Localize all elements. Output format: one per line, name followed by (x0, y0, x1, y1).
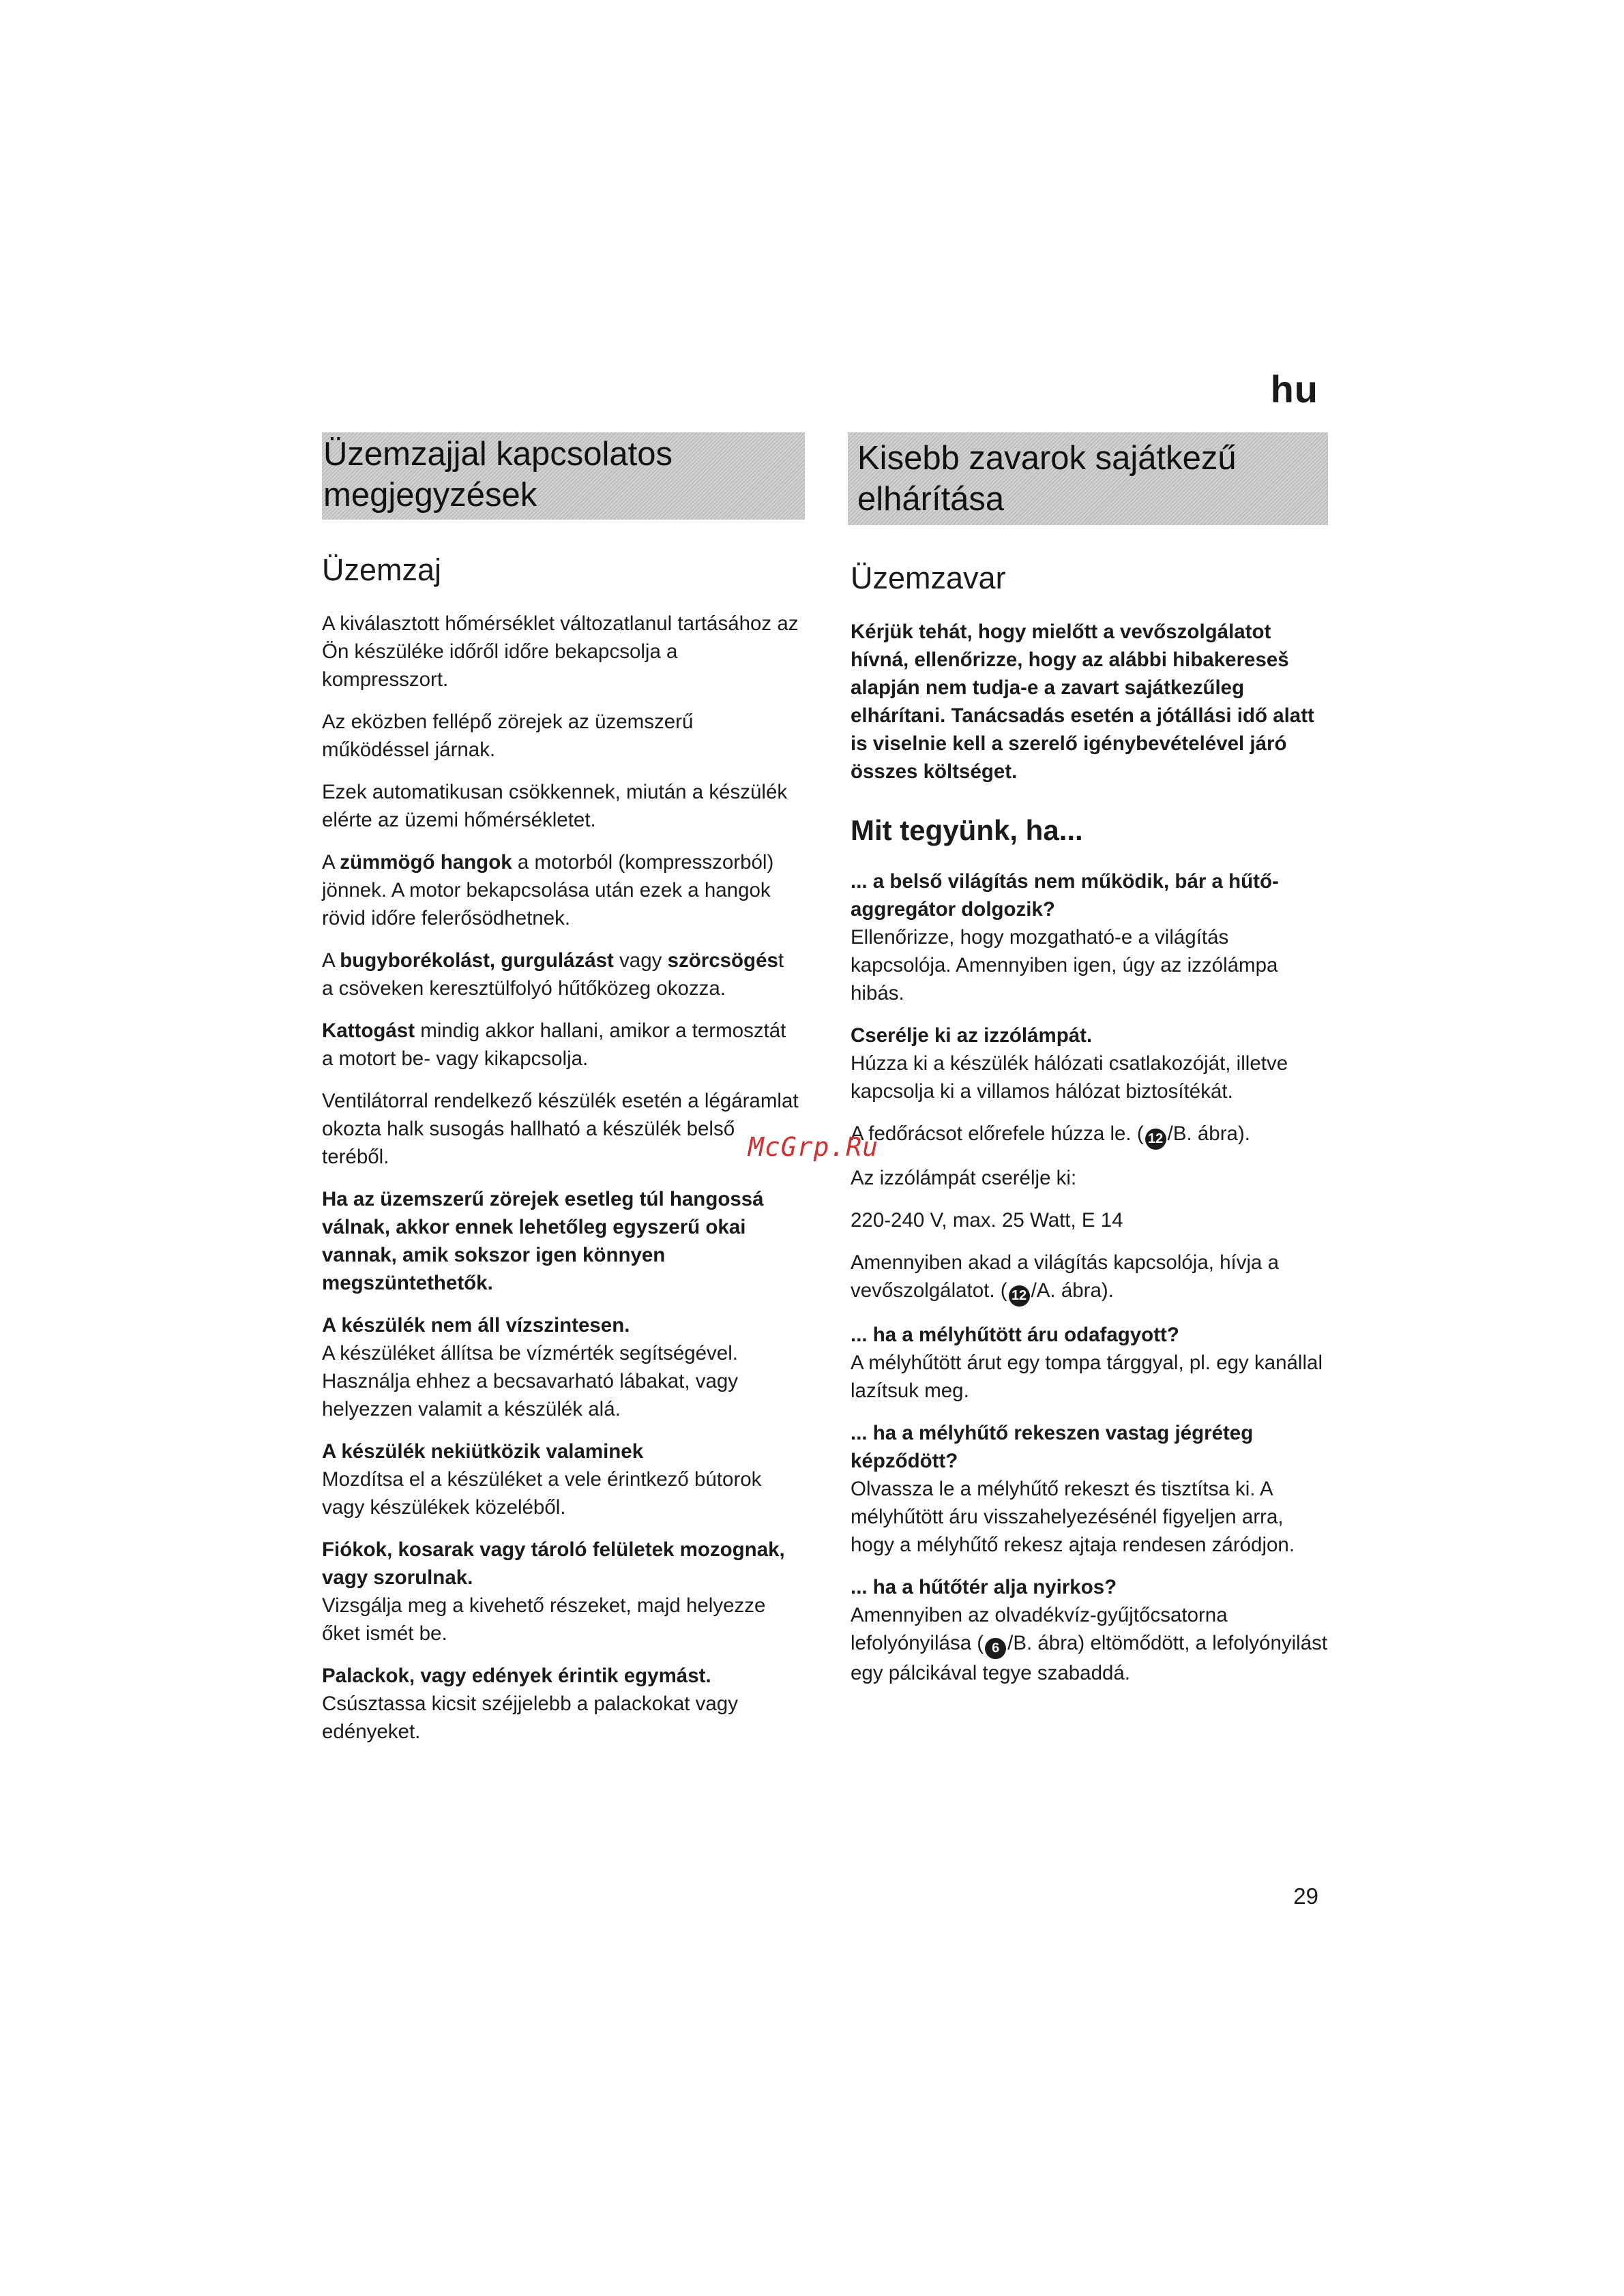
bulb-spec: 220-240 V, max. 25 Watt, E 14 (851, 1209, 1123, 1232)
bold-term: bugyborékolást, gurgulázást (340, 949, 614, 972)
right-banner-line1: Kisebb zavarok sajátkezű (857, 440, 1237, 477)
right-column (851, 432, 1328, 1687)
tip-heading: A készülék nekiütközik valaminek (322, 1440, 644, 1463)
tip-heading: Fiókok, kosarak vagy tároló felületek mozognak, vagy szorulnak. (322, 1538, 785, 1589)
paragraph-humming: A zümmögő hangok a motorból (kompresszorból) jönnek. A motor bekapcsolása után ezek a hangok rövid időre felerősödhetnek. (322, 851, 774, 929)
paragraph: Ventilátorral rendelkező készülék esetén a légáramlat okozta halk susogás hallható a készülék belső teréből. (322, 1090, 799, 1168)
watermark: McGrp.Ru (748, 1132, 879, 1162)
figure-reference: A fedőrácsot előrefele húzza le. ( 12 /B. ábra). (851, 1120, 1328, 1150)
tip-body: Mozdítsa el a készüléket a vele érintkező bútorok vagy készülékek közeléből. (322, 1468, 762, 1519)
right-banner-line2: elhárítása (857, 481, 1005, 518)
bold-term: zümmögő hangok (340, 851, 512, 874)
bold-term: Kattogást (322, 1019, 415, 1042)
tip-drawers (322, 1536, 799, 1648)
figure-reference: Amennyiben akad a világítás kapcsolója, hívja a vevőszolgálatot. ( 12 /A. ábra). (851, 1249, 1328, 1307)
tip-body: Csúsztassa kicsit széjjelebb a palackokat vagy edényeket. (322, 1693, 738, 1743)
paragraph: Az eközben fellépő zörejek az üzemszerű működéssel járnak. (322, 711, 694, 761)
tip-touching (322, 1437, 799, 1521)
paragraph-bubbling: A bugyborékolást, gurgulázást vagy szörcsögést a csöveken keresztülfolyó hűtőközeg okozza. (322, 949, 784, 1000)
faq-answer: Ellenőrizze, hogy mozgatható-e a világítás kapcsolója. Amennyiben igen, úgy az izzólámpa hibás. (851, 926, 1278, 1004)
figure-number-icon: 12 (1145, 1129, 1166, 1150)
left-banner-title (322, 432, 805, 520)
paragraph: Ezek automatikusan csökkennek, miután a készülék elérte az üzemi hőmérsékletet. (322, 781, 788, 831)
language-code: hu (1270, 368, 1318, 411)
faq-question: ... ha a hűtőtér alja nyirkos? (851, 1576, 1117, 1598)
faq-replace-bulb (851, 1022, 1328, 1105)
figure-number-icon: 6 (985, 1638, 1006, 1659)
left-column (322, 432, 799, 1746)
faq-question: ... ha a mélyhűtött áru odafagyott? (851, 1324, 1179, 1346)
faq-question: ... a belső világítás nem működik, bár a hűtő-aggregátor dolgozik? (851, 870, 1279, 921)
paragraph: A kiválasztott hőmérséklet változatlanul tartásához az Ön készüléke időről időre bekapcsolja a kompresszort. (322, 612, 799, 691)
figure-number-icon: 12 (1009, 1285, 1030, 1307)
tip-body: Vizsgálja meg a kivehető részeket, majd helyezze őket ismét be. (322, 1594, 766, 1645)
bold-term: szörcsögés (667, 949, 778, 972)
paragraph-bold-note: Ha az üzemszerű zörejek esetleg túl hangossá válnak, akkor ennek lehetőleg egyszerű okai vannak, amik sokszor igen könnyen megszüntethetők. (322, 1188, 764, 1294)
faq-frozen-goods (851, 1321, 1328, 1405)
section-title-uzemzavar: Üzemzavar (851, 561, 1006, 595)
faq-answer: Amennyiben az olvadékvíz-gyűjtőcsatorna lefolyónyilása ( 6 /B. ábra) eltömődött, a lefolyónyilást egy pálcikával tegye szabaddá. (851, 1604, 1328, 1684)
paragraph-clicking: Kattogást mindig akkor hallani, amikor a termosztát a motort be- vagy kikapcsolja. (322, 1019, 786, 1070)
faq-damp-bottom (851, 1573, 1328, 1687)
page-number: 29 (1293, 1883, 1318, 1909)
faq-question: ... ha a mélyhűtő rekeszen vastag jégréteg képződött? (851, 1422, 1254, 1472)
faq-light (851, 867, 1328, 1007)
section-title-uzemzaj: Üzemzaj (322, 552, 442, 587)
tip-body: A készüléket állítsa be vízmérték segítségével. Használja ehhez a becsavarható lábakat, vagy helyezzen valamit a készülék alá. (322, 1342, 739, 1420)
left-banner-line1: Üzemzajjal kapcsolatos (323, 436, 673, 473)
faq-answer: Húzza ki a készülék hálózati csatlakozóját, illetve kapcsolja ki a villamos hálózat biztosítékát. (851, 1052, 1288, 1103)
tip-heading: A készülék nem áll vízszintesen. (322, 1314, 630, 1337)
section-title-what-to-do: Mit tegyünk, ha... (851, 814, 1083, 846)
paragraph: Az izzólámpát cserélje ki: (851, 1167, 1077, 1189)
faq-ice-layer (851, 1419, 1328, 1559)
faq-answer: A mélyhűtött árut egy tompa tárggyal, pl. egy kanállal lazítsuk meg. (851, 1352, 1323, 1402)
tip-not-level (322, 1311, 799, 1423)
tip-bottles (322, 1662, 799, 1746)
left-banner-line2: megjegyzések (323, 477, 537, 513)
faq-question: Cserélje ki az izzólámpát. (851, 1024, 1093, 1047)
intro-bold: Kérjük tehát, hogy mielőtt a vevőszolgálatot hívná, ellenőrizze, hogy az alábbi hibakereseš alapján nem tudja-e a zavart sajátkezűleg elhárítani. Tanácsadás esetén a jótállási idő alatt is viselnie kell a szerelő igénybevételével járó összes költséget. (851, 621, 1314, 783)
right-banner-title (848, 432, 1328, 525)
tip-heading: Palackok, vagy edények érintik egymást. (322, 1665, 711, 1687)
faq-answer: Olvassza le a mélyhűtő rekeszt és tisztítsa ki. A mélyhűtött áru visszahelyezésénél figyeljen arra, hogy a mélyhűtő rekesz ajtaja rendesen záródjon. (851, 1478, 1295, 1556)
